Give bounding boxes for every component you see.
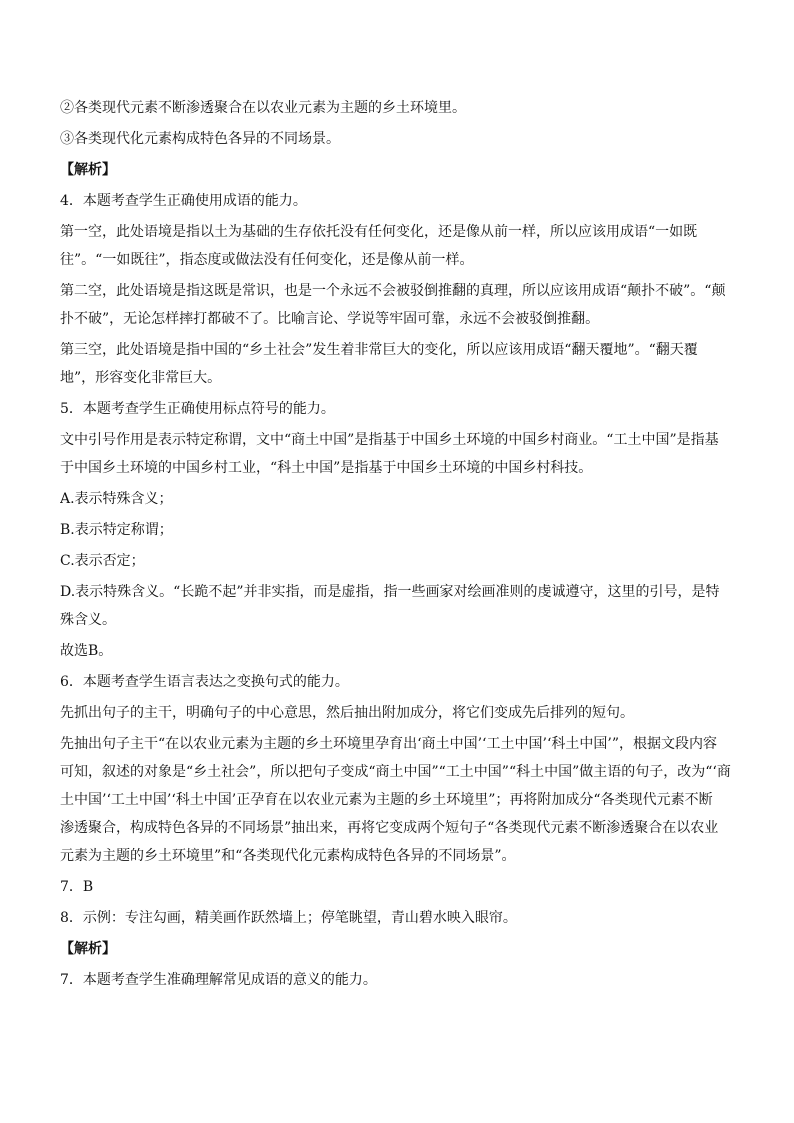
paragraph-line: 第二空，此处语境是指这既是常识，也是一个永远不会被驳倒推翻的真理，所以应该用成语“颠扑不破”。“颠 bbox=[60, 283, 726, 299]
question-5-heading: 5．本题考查学生正确使用标点符号的能力。 bbox=[60, 401, 335, 417]
paragraph-line: 土中国’‘工土中国’‘科土中国’正孕育在以农业元素为主题的乡土环境里”；再将附加成分“各类现代元素不断 bbox=[60, 792, 713, 808]
answer-7: 7．B bbox=[60, 879, 94, 895]
answer-choice: 故选B。 bbox=[60, 643, 113, 659]
paragraph-line: 往”。“一如既往”，指态度或做法没有任何变化，还是像从前一样。 bbox=[60, 252, 474, 268]
analysis-heading: 【解析】 bbox=[60, 941, 116, 957]
question-6-heading: 6．本题考查学生语言表达之变换句式的能力。 bbox=[60, 674, 349, 690]
question-7-heading: 7．本题考查学生准确理解常见成语的意义的能力。 bbox=[60, 972, 377, 988]
paragraph-line: 于中国乡土环境的中国乡村工业，“科土中国”是指基于中国乡土环境的中国乡村科技。 bbox=[60, 460, 593, 476]
question-4-heading: 4．本题考查学生正确使用成语的能力。 bbox=[60, 193, 307, 209]
paragraph-line: 元素为主题的乡土环境里”和“各类现代化元素构成特色各异的不同场景”。 bbox=[60, 848, 516, 864]
paragraph-line: 文中引号作用是表示特定称谓，文中“商土中国”是指基于中国乡土环境的中国乡村商业。“工土中国”是指基 bbox=[60, 432, 719, 448]
paragraph-line: 殊含义。 bbox=[60, 612, 116, 628]
paragraph-line: 渗透聚合，构成特色各异的不同场景”抽出来，再将它变成两个短句子“各类现代元素不断渗透聚合在以农业 bbox=[60, 820, 719, 836]
answer-8: 8．示例：专注勾画，精美画作跃然墙上；停笔眺望，青山碧水映入眼帘。 bbox=[60, 910, 517, 926]
option-a: A.表示特殊含义； bbox=[60, 491, 173, 507]
paragraph-line: 先抓出句子的主干，明确句子的中心意思，然后抽出附加成分，将它们变成先后排列的短句。 bbox=[60, 705, 634, 721]
paragraph-line: 扑不破”，无论怎样摔打都破不了。比喻言论、学说等牢固可靠，永远不会被驳倒推翻。 bbox=[60, 311, 600, 327]
paragraph-line: 第一空，此处语境是指以土为基础的生存依托没有任何变化，还是像从前一样，所以应该用成语“一如既 bbox=[60, 224, 698, 240]
paragraph-line: 地”，形容变化非常巨大。 bbox=[60, 370, 222, 386]
paragraph-line: 第三空，此处语境是指中国的“乡土社会”发生着非常巨大的变化，所以应该用成语“翻天覆地”。“翻天覆 bbox=[60, 342, 698, 358]
option-b: B.表示特定称谓； bbox=[60, 522, 173, 538]
document-body bbox=[60, 98, 736, 1001]
paragraph-line: 可知，叙述的对象是“乡土社会”，所以把句子变成“商土中国”“工土中国”“科土中国”做主语的句子，改为“‘商 bbox=[60, 764, 731, 780]
paragraph-line: 先抽出句子主干“在以农业元素为主题的乡土环境里孕育出‘商土中国’‘工土中国’‘科土中国’”，根据文段内容 bbox=[60, 736, 718, 752]
answer-line-2: ②各类现代元素不断渗透聚合在以农业元素为主题的乡土环境里。 bbox=[60, 100, 466, 116]
option-c: C.表示否定； bbox=[60, 553, 145, 569]
answer-line-3: ③各类现代化元素构成特色各异的不同场景。 bbox=[60, 131, 340, 147]
option-d: D.表示特殊含义。“长跪不起”并非实指，而是虚指，指一些画家对绘画准则的虔诚遵守，这里的引号，是特 bbox=[60, 584, 720, 600]
analysis-heading: 【解析】 bbox=[60, 162, 116, 178]
